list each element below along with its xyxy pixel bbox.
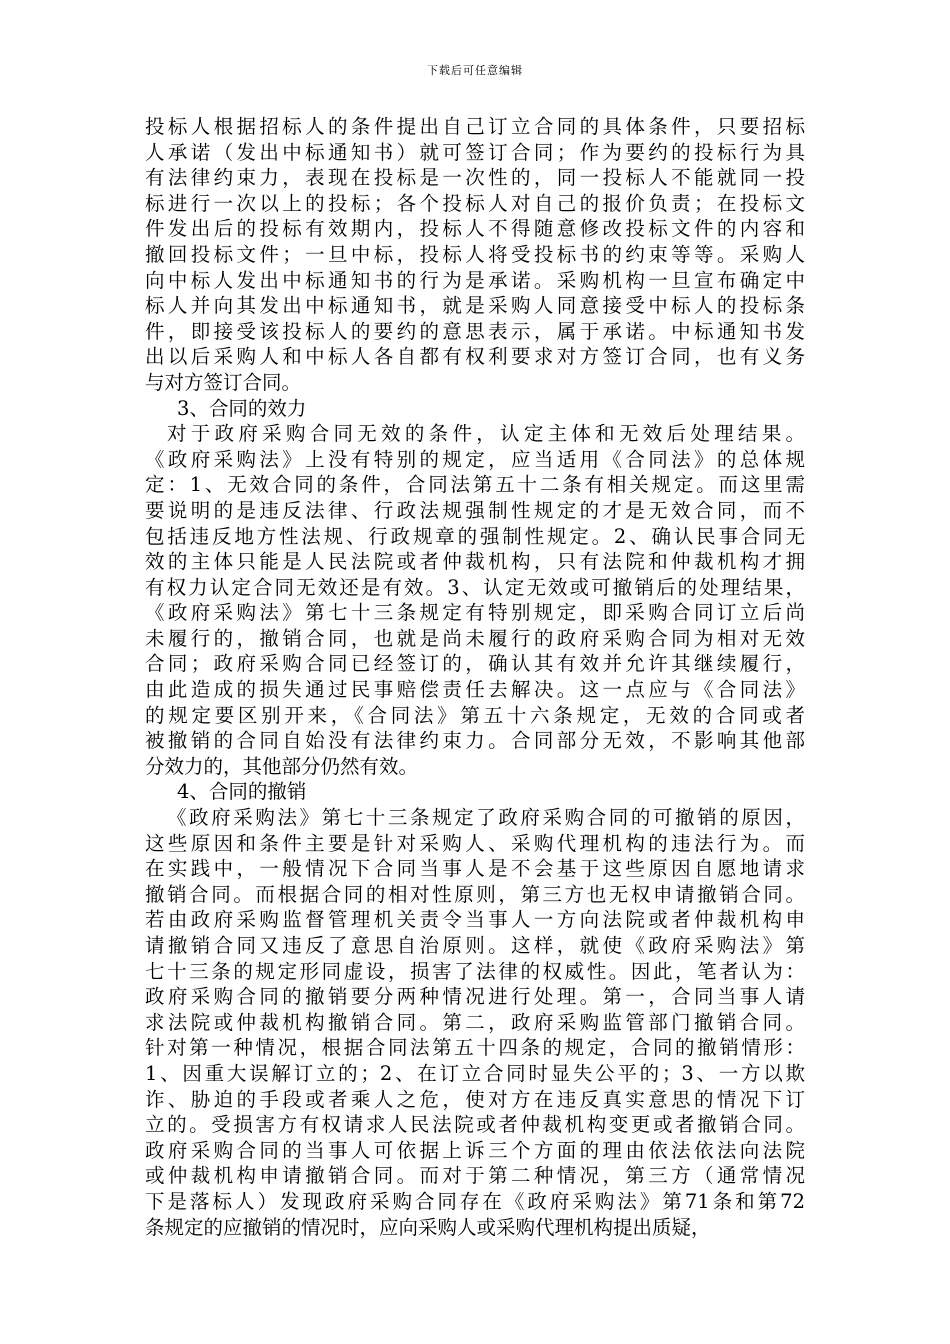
paragraph-line: 求法院或仲裁机构撤销合同。第二，政府采购监管部门撤销合同。 [145,1010,805,1034]
paragraph-line: 对于政府采购合同无效的条件，认定主体和无效后处理结果。 [167,422,805,446]
paragraph-line: 投标人根据招标人的条件提出自己订立合同的具体条件，只要招标 [145,115,805,138]
paragraph-line: 政府采购合同的当事人可依据上诉三个方面的理由依法依法向法院 [145,1138,805,1162]
paragraph-line: 请撤销合同又违反了意思自治原则。这样，就使《政府采购法》第 [145,934,805,957]
paragraph-line: 未履行的，撤销合同，也就是尚未履行的政府采购合同为相对无效 [145,626,805,650]
paragraph-line: 撤销合同。而根据合同的相对性原则，第三方也无权申请撤销合同。 [145,882,805,906]
paragraph-line: 标人并向其发出中标通知书，就是采购人同意接受中标人的投标条 [145,294,805,318]
page-header: 下载后可任意编辑 [427,64,523,77]
paragraph-line: 若由政府采购监督管理机关责令当事人一方向法院或者仲裁机构申 [145,908,805,932]
paragraph-line: 定：1、无效合同的条件，合同法第五十二条有相关规定。而这里需 [145,473,805,497]
paragraph-line: 件，即接受该投标人的要约的意思表示，属于承诺。中标通知书发 [145,319,805,343]
paragraph-line: 《政府采购法》第七十三条规定有特别规定，即采购合同订立后尚 [145,601,805,625]
paragraph-line: 有权力认定合同无效还是有效。3、认定无效或可撤销后的处理结果， [145,575,805,599]
paragraph-line: 这些原因和条件主要是针对采购人、采购代理机构的违法行为。而 [145,831,805,855]
paragraph-line: 要说明的是违反法律、行政法规强制性规定的才是无效合同，而不 [145,498,805,522]
paragraph-line: 条规定的应撤销的情况时，应向采购人或采购代理机构提出质疑， [145,1215,711,1239]
paragraph-line: 的规定要区别开来，《合同法》第五十六条规定，无效的合同或者 [145,703,805,727]
paragraph-line: 有法律约束力，表现在投标是一次性的，同一投标人不能就同一投 [145,166,805,190]
paragraph-line: 《政府采购法》第七十三条规定了政府采购合同的可撤销的原因， [167,806,805,830]
paragraph-line: 在实践中，一般情况下合同当事人是不会基于这些原因自愿地请求 [145,857,805,881]
paragraph-line: 下是落标人）发现政府采购合同存在《政府采购法》第71条和第72 [145,1189,805,1213]
paragraph-line: 被撤销的合同自始没有法律约束力。合同部分无效，不影响其他部 [145,729,805,753]
paragraph-line: 合同；政府采购合同已经签订的，确认其有效并允许其继续履行， [145,652,805,676]
paragraph-line: 出以后采购人和中标人各自都有权利要求对方签订合同，也有义务 [145,345,805,369]
paragraph-line: 政府采购合同的撤销要分两种情况进行处理。第一，合同当事人请 [145,985,805,1009]
paragraph-line: 分效力的，其他部分仍然有效。 [145,754,419,778]
paragraph-line: 撤回投标文件；一旦中标，投标人将受投标书的约束等等。采购人 [145,242,805,266]
paragraph-line: 件发出后的投标有效期内，投标人不得随意修改投标文件的内容和 [145,217,805,241]
document-body [145,114,805,1240]
paragraph-line: 效的主体只能是人民法院或者仲裁机构，只有法院和仲裁机构才拥 [145,550,805,574]
paragraph-line: 向中标人发出中标通知书的行为是承诺。采购机构一旦宣布确定中 [145,268,805,292]
paragraph-line: 与对方签订合同。 [145,370,302,394]
paragraph-line: 七十三条的规定形同虚设，损害了法律的权威性。因此，笔者认为： [145,959,805,983]
paragraph-line: 包括违反地方性法规、行政规章的强制性规定。2、确认民事合同无 [145,524,805,548]
paragraph-line: 1、因重大误解订立的；2、在订立合同时显失公平的；3、一方以欺 [145,1061,805,1085]
paragraph-line: 标进行一次以上的投标；各个投标人对自己的报价负责；在投标文 [145,191,805,215]
paragraph-line: 《政府采购法》上没有特别的规定，应当适用《合同法》的总体规 [145,447,805,471]
paragraph-line: 针对第一种情况，根据合同法第五十四条的规定，合同的撤销情形： [145,1036,805,1060]
paragraph-line: 立的。受损害方有权请求人民法院或者仲裁机构变更或者撤销合同。 [145,1113,805,1137]
paragraph-line: 诈、胁迫的手段或者乘人之危，使对方在违反真实意思的情况下订 [145,1087,805,1111]
paragraph-line: 由此造成的损失通过民事赔偿责任去解决。这一点应与《合同法》 [145,678,805,702]
section-heading: 4、合同的撤销 [177,780,307,804]
section-heading: 3、合同的效力 [177,396,307,420]
paragraph-line: 人承诺（发出中标通知书）就可签订合同；作为要约的投标行为具 [145,140,805,164]
paragraph-line: 或仲裁机构申请撤销合同。而对于第二种情况，第三方（通常情况 [145,1164,805,1188]
